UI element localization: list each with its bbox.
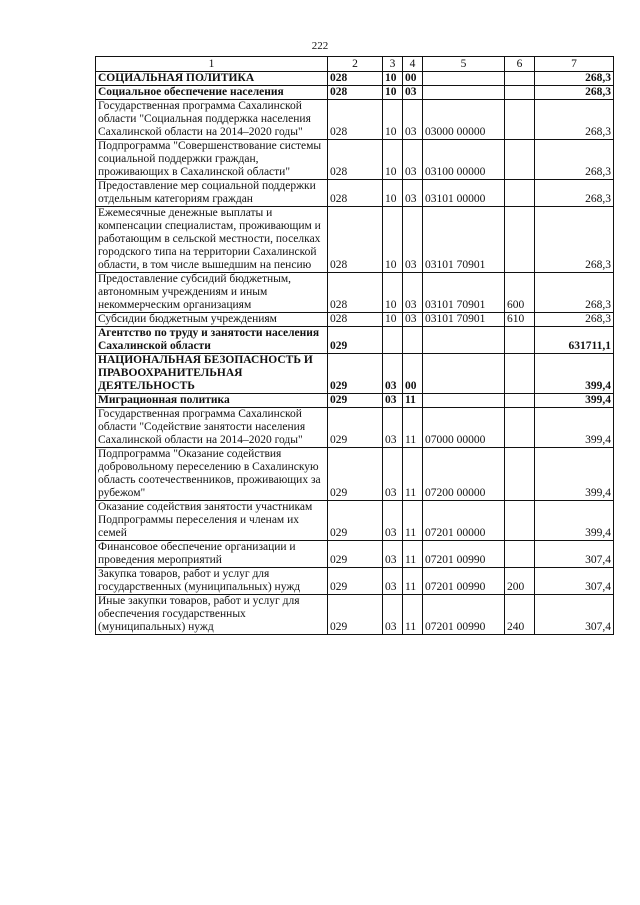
- target-article-cell: 07201 00990: [423, 595, 505, 635]
- section-code-cell: 03: [383, 568, 403, 595]
- subsection-code-cell: 11: [403, 595, 423, 635]
- item-name-cell: Подпрограмма "Совершенствование системы социальной поддержки граждан, проживающих в Сахалинской области": [96, 140, 328, 180]
- amount-cell: 399,4: [535, 354, 614, 394]
- subsection-code-cell: 11: [403, 541, 423, 568]
- target-article-cell: 03101 70901: [423, 207, 505, 273]
- admin-code-cell: 029: [328, 354, 383, 394]
- expense-type-cell: [505, 354, 535, 394]
- table-row: [96, 354, 614, 394]
- target-article-cell: 07201 00990: [423, 541, 505, 568]
- section-code-cell: 03: [383, 394, 403, 408]
- column-header: 2: [328, 57, 383, 72]
- expense-type-cell: [505, 180, 535, 207]
- expense-type-cell: [505, 140, 535, 180]
- column-header: 4: [403, 57, 423, 72]
- section-code-cell: 03: [383, 354, 403, 394]
- amount-cell: 631711,1: [535, 327, 614, 354]
- subsection-code-cell: 00: [403, 354, 423, 394]
- item-name-cell: СОЦИАЛЬНАЯ ПОЛИТИКА: [96, 72, 328, 86]
- amount-cell: 268,3: [535, 140, 614, 180]
- item-name-cell: Государственная программа Сахалинской области "Социальная поддержка населения Сахалинской области на 2014–2020 годы": [96, 100, 328, 140]
- expense-type-cell: 200: [505, 568, 535, 595]
- amount-cell: 268,3: [535, 86, 614, 100]
- amount-cell: 399,4: [535, 448, 614, 501]
- item-name-cell: Подпрограмма "Оказание содействия добровольному переселению в Сахалинскую область соотечественников, проживающих за рубежом": [96, 448, 328, 501]
- subsection-code-cell: 03: [403, 313, 423, 327]
- target-article-cell: 03000 00000: [423, 100, 505, 140]
- budget-table: [95, 56, 614, 635]
- table-body: [96, 57, 614, 635]
- amount-cell: 307,4: [535, 568, 614, 595]
- target-article-cell: 03101 70901: [423, 273, 505, 313]
- subsection-code-cell: 11: [403, 394, 423, 408]
- expense-type-cell: [505, 448, 535, 501]
- expense-type-cell: [505, 100, 535, 140]
- item-name-cell: Иные закупки товаров, работ и услуг для обеспечения государственных (муниципальных) нужд: [96, 595, 328, 635]
- subsection-code-cell: 03: [403, 180, 423, 207]
- subsection-code-cell: 11: [403, 448, 423, 501]
- subsection-code-cell: 00: [403, 72, 423, 86]
- table-row: [96, 72, 614, 86]
- expense-type-cell: [505, 207, 535, 273]
- amount-cell: 268,3: [535, 313, 614, 327]
- amount-cell: 268,3: [535, 72, 614, 86]
- item-name-cell: Субсидии бюджетным учреждениям: [96, 313, 328, 327]
- subsection-code-cell: 11: [403, 568, 423, 595]
- expense-type-cell: 610: [505, 313, 535, 327]
- section-code-cell: 10: [383, 140, 403, 180]
- subsection-code-cell: 11: [403, 408, 423, 448]
- target-article-cell: 07201 00000: [423, 501, 505, 541]
- subsection-code-cell: 03: [403, 140, 423, 180]
- expense-type-cell: [505, 408, 535, 448]
- admin-code-cell: 028: [328, 86, 383, 100]
- table-row: [96, 273, 614, 313]
- subsection-code-cell: 03: [403, 86, 423, 100]
- page-number: 222: [311, 40, 329, 52]
- item-name-cell: Оказание содействия занятости участникам Подпрограммы переселения и членам их семей: [96, 501, 328, 541]
- expense-type-cell: 600: [505, 273, 535, 313]
- section-code-cell: 03: [383, 595, 403, 635]
- admin-code-cell: 029: [328, 595, 383, 635]
- amount-cell: 399,4: [535, 394, 614, 408]
- admin-code-cell: 028: [328, 100, 383, 140]
- subsection-code-cell: 03: [403, 100, 423, 140]
- target-article-cell: 07200 00000: [423, 448, 505, 501]
- item-name-cell: Агентство по труду и занятости населения Сахалинской области: [96, 327, 328, 354]
- admin-code-cell: 029: [328, 408, 383, 448]
- column-header: 5: [423, 57, 505, 72]
- item-name-cell: НАЦИОНАЛЬНАЯ БЕЗОПАСНОСТЬ И ПРАВООХРАНИТЕЛЬНАЯ ДЕЯТЕЛЬНОСТЬ: [96, 354, 328, 394]
- table-row: [96, 408, 614, 448]
- column-header: 6: [505, 57, 535, 72]
- table-row: [96, 313, 614, 327]
- target-article-cell: 07201 00990: [423, 568, 505, 595]
- amount-cell: 399,4: [535, 501, 614, 541]
- column-header: 3: [383, 57, 403, 72]
- subsection-code-cell: 11: [403, 501, 423, 541]
- amount-cell: 307,4: [535, 595, 614, 635]
- item-name-cell: Социальное обеспечение населения: [96, 86, 328, 100]
- admin-code-cell: 029: [328, 541, 383, 568]
- admin-code-cell: 029: [328, 394, 383, 408]
- expense-type-cell: [505, 86, 535, 100]
- amount-cell: 268,3: [535, 273, 614, 313]
- target-article-cell: 07000 00000: [423, 408, 505, 448]
- amount-cell: 307,4: [535, 541, 614, 568]
- expense-type-cell: [505, 541, 535, 568]
- subsection-code-cell: 03: [403, 207, 423, 273]
- target-article-cell: [423, 354, 505, 394]
- table-row: [96, 140, 614, 180]
- column-header: 1: [96, 57, 328, 72]
- section-code-cell: [383, 327, 403, 354]
- admin-code-cell: 029: [328, 501, 383, 541]
- expense-type-cell: [505, 394, 535, 408]
- table-row: [96, 394, 614, 408]
- admin-code-cell: 028: [328, 207, 383, 273]
- amount-cell: 399,4: [535, 408, 614, 448]
- expense-type-cell: [505, 501, 535, 541]
- column-header: 7: [535, 57, 614, 72]
- expense-type-cell: [505, 72, 535, 86]
- table-row: [96, 448, 614, 501]
- subsection-code-cell: [403, 327, 423, 354]
- admin-code-cell: 028: [328, 72, 383, 86]
- item-name-cell: Ежемесячные денежные выплаты и компенсации специалистам, проживающим и работающим в сельской местности, поселках городского типа на территории Сахалинской области, в том числе вышедшим на пенсию: [96, 207, 328, 273]
- section-code-cell: 03: [383, 448, 403, 501]
- target-article-cell: 03101 70901: [423, 313, 505, 327]
- target-article-cell: 03100 00000: [423, 140, 505, 180]
- expense-type-cell: [505, 327, 535, 354]
- table-row: [96, 207, 614, 273]
- section-code-cell: 10: [383, 273, 403, 313]
- subsection-code-cell: 03: [403, 273, 423, 313]
- table-row: [96, 327, 614, 354]
- section-code-cell: 03: [383, 541, 403, 568]
- amount-cell: 268,3: [535, 180, 614, 207]
- target-article-cell: [423, 327, 505, 354]
- item-name-cell: Миграционная политика: [96, 394, 328, 408]
- expense-type-cell: 240: [505, 595, 535, 635]
- target-article-cell: [423, 86, 505, 100]
- target-article-cell: [423, 72, 505, 86]
- table-row: [96, 180, 614, 207]
- amount-cell: 268,3: [535, 100, 614, 140]
- item-name-cell: Государственная программа Сахалинской области "Содействие занятости населения Сахалинской области на 2014–2020 годы": [96, 408, 328, 448]
- section-code-cell: 10: [383, 207, 403, 273]
- table-row: [96, 86, 614, 100]
- item-name-cell: Предоставление субсидий бюджетным, автономным учреждениям и иным некоммерческим организациям: [96, 273, 328, 313]
- table-row: [96, 100, 614, 140]
- section-code-cell: 10: [383, 313, 403, 327]
- item-name-cell: Предоставление мер социальной поддержки отдельным категориям граждан: [96, 180, 328, 207]
- table-row: [96, 595, 614, 635]
- section-code-cell: 10: [383, 86, 403, 100]
- section-code-cell: 03: [383, 408, 403, 448]
- admin-code-cell: 029: [328, 448, 383, 501]
- section-code-cell: 03: [383, 501, 403, 541]
- section-code-cell: 10: [383, 72, 403, 86]
- admin-code-cell: 029: [328, 327, 383, 354]
- item-name-cell: Финансовое обеспечение организации и проведения мероприятий: [96, 541, 328, 568]
- item-name-cell: Закупка товаров, работ и услуг для государственных (муниципальных) нужд: [96, 568, 328, 595]
- table-row: [96, 501, 614, 541]
- column-number-row: [96, 57, 614, 72]
- admin-code-cell: 029: [328, 568, 383, 595]
- section-code-cell: 10: [383, 100, 403, 140]
- admin-code-cell: 028: [328, 180, 383, 207]
- admin-code-cell: 028: [328, 273, 383, 313]
- table-row: [96, 568, 614, 595]
- admin-code-cell: 028: [328, 140, 383, 180]
- amount-cell: 268,3: [535, 207, 614, 273]
- target-article-cell: 03101 00000: [423, 180, 505, 207]
- section-code-cell: 10: [383, 180, 403, 207]
- table-row: [96, 541, 614, 568]
- admin-code-cell: 028: [328, 313, 383, 327]
- target-article-cell: [423, 394, 505, 408]
